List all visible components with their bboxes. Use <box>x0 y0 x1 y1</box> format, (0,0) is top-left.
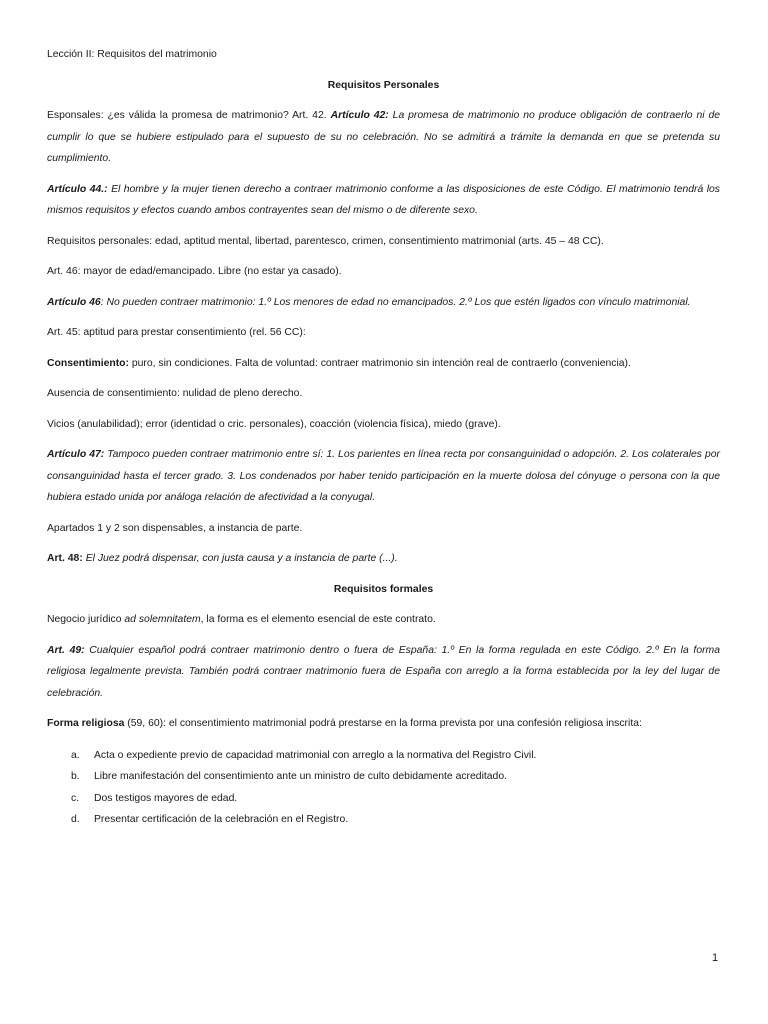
section-heading-personal: Requisitos Personales <box>327 79 440 91</box>
list-item <box>47 766 720 788</box>
term: Consentimiento: <box>47 357 129 369</box>
article-text: El hombre y la mujer tienen derecho a contraer matrimonio conforme a las disposiciones de este Código. El matrimonio tendrá los mismos requisitos y efectos cuando ambos contrayentes sean del mismo o de diferente sexo. <box>47 183 720 216</box>
article-text: : No pueden contraer matrimonio: 1.º Los menores de edad no emancipados. 2.º Los que estén ligados con vínculo matrimonial. <box>100 296 691 308</box>
list-item <box>47 745 720 767</box>
paragraph-art-46-summary: Art. 46: mayor de edad/emancipado. Libre (no estar ya casado). <box>47 266 342 277</box>
article-ref: Artículo 42: <box>330 110 389 121</box>
list-item-text: Presentar certificación de la celebración en el Registro. <box>94 814 349 825</box>
paragraph-esponsales <box>47 105 720 170</box>
list-item-text: Acta o expediente previo de capacidad matrimonial con arreglo a la normativa del Registro Civil. <box>94 749 537 761</box>
requirements-list <box>47 745 720 831</box>
paragraph-art-45: Art. 45: aptitud para prestar consentimiento (rel. 56 CC): <box>47 327 306 338</box>
text: Negocio jurídico <box>47 614 125 625</box>
paragraph-art-46 <box>47 292 720 314</box>
list-item <box>47 809 720 831</box>
article-text: La promesa de matrimonio no produce obligación de contraerlo ni de cumplir lo que se hubiere estipulado para el supuesto de su no celebración. No se admitirá a trámite la demanda en que se pretenda su cumplimiento. <box>47 110 721 164</box>
article-ref: Artículo 47: <box>47 449 105 460</box>
text: , la forma es el elemento esencial de este contrato. <box>200 614 436 625</box>
paragraph-art-47 <box>47 444 720 509</box>
paragraph-ausencia: Ausencia de consentimiento: nulidad de pleno derecho. <box>47 388 303 399</box>
section-heading-formal: Requisitos formales <box>333 583 434 595</box>
text: Esponsales: ¿es válida la promesa de matrimonio? Art. 42. <box>47 110 327 121</box>
paragraph-vicios: Vicios (anulabilidad); error (identidad o cric. personales), coacción (violencia física), miedo (grave). <box>47 418 501 430</box>
page-number: 1 <box>712 952 719 964</box>
list-marker: c. <box>71 792 80 804</box>
paragraph-art-48 <box>47 548 720 570</box>
text: puro, sin condiciones. Falta de voluntad: contraer matrimonio sin intención real de contraerlo (conveniencia). <box>128 357 631 369</box>
list-marker: d. <box>71 814 80 825</box>
list-item-text: Dos testigos mayores de edad. <box>94 792 238 804</box>
list-item-text: Libre manifestación del consentimiento ante un ministro de culto debidamente acreditado. <box>94 771 507 782</box>
text: (59, 60): el consentimiento matrimonial podrá prestarse en la forma prevista por una confesión religiosa inscrita: <box>124 718 642 729</box>
paragraph-negocio <box>47 609 720 631</box>
paragraph-art-49 <box>47 640 720 705</box>
term: Forma religiosa <box>47 718 125 729</box>
latin-term: ad solemnitatem <box>124 614 201 625</box>
paragraph-art-44 <box>47 179 720 222</box>
paragraph-forma-religiosa <box>47 713 720 735</box>
lesson-title: Lección II: Requisitos del matrimonio <box>47 49 217 60</box>
paragraph-consentimiento <box>47 353 720 375</box>
list-item <box>47 788 720 810</box>
article-ref: Artículo 44.: <box>47 183 108 195</box>
paragraph-apartados: Apartados 1 y 2 son dispensables, a instancia de parte. <box>47 522 303 534</box>
article-ref: Art. 49: <box>47 644 85 656</box>
list-marker: b. <box>71 771 80 782</box>
list-marker: a. <box>71 749 80 761</box>
document-body <box>47 44 720 831</box>
article-text: El Juez podrá dispensar, con justa causa y a instancia de parte (...). <box>82 553 398 564</box>
article-text: Tampoco pueden contraer matrimonio entre sí: 1. Los parientes en línea recta por consanguinidad o adopción. 2. Los colaterales por consanguinidad hasta el tercer grado. 3. Los condenados por haber tenido participación en la muerte dolosa del cónyuge o persona con la que hubiera estado unida por análoga relación de afectividad a la conyugal. <box>47 449 720 503</box>
article-ref: Artículo 46 <box>47 296 101 308</box>
paragraph-requisitos-personales: Requisitos personales: edad, aptitud mental, libertad, parentesco, crimen, consentimiento matrimonial (arts. 45 – 48 CC). <box>47 235 604 247</box>
article-text: Cualquier español podrá contraer matrimonio dentro o fuera de España: 1.º En la forma regulada en este Código. 2.º En la forma religiosa legalmente prevista. También podrá contraer matrimonio fuera de España con arreglo a la forma establecida por la ley del lugar de celebración. <box>47 644 720 699</box>
article-ref: Art. 48: <box>47 553 83 564</box>
